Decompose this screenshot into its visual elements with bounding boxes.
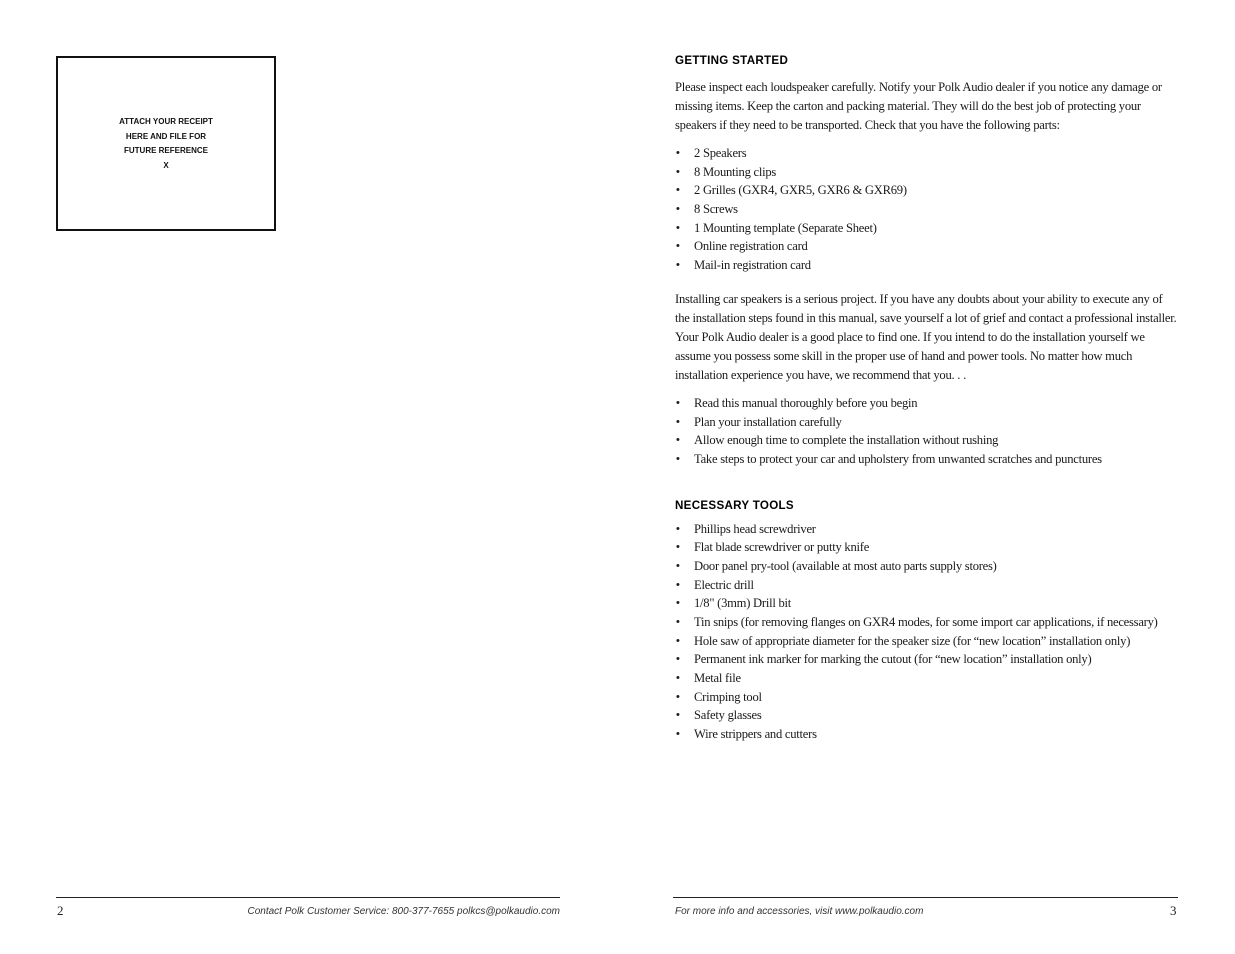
list-item: • Read this manual thoroughly before you begin xyxy=(675,394,1177,413)
necessary-tools-heading: NECESSARY TOOLS xyxy=(675,498,794,512)
receipt-line: ATTACH YOUR RECEIPT xyxy=(119,117,213,126)
list-item: • Door panel pry-tool (available at most auto parts supply stores) xyxy=(675,557,1177,576)
right-footer-divider xyxy=(673,897,1178,898)
installation-note: Installing car speakers is a serious project. If you have any doubts about your ability to execute any of the installation steps found in this manual, save yourself a lot of grief and contact a professional installer. Your Polk Audio dealer is a good place to find one. If you intend to do the installation yourself we assume you possess some skill in the proper use of hand and power tools. No matter how much installation experience you have, we recommend that you. . . xyxy=(675,291,1177,382)
list-item: • Allow enough time to complete the installation without rushing xyxy=(675,431,1177,450)
left-footer-divider xyxy=(56,897,560,898)
list-item: • Hole saw of appropriate diameter for the speaker size (for “new location” installation only) xyxy=(675,632,1177,651)
receipt-line: HERE AND FILE FOR xyxy=(125,131,207,141)
left-page-number: 2 xyxy=(57,903,64,918)
list-item: • Mail-in registration card xyxy=(675,256,1177,275)
list-item: • 8 Screws xyxy=(675,200,1177,219)
list-item: • Online registration card xyxy=(675,237,1177,256)
list-item: • Wire strippers and cutters xyxy=(675,725,1177,744)
receipt-attachment-box xyxy=(56,56,276,231)
accessories-link-text: For more info and accessories, visit www.polkaudio.com xyxy=(675,906,924,917)
list-item: • Crimping tool xyxy=(675,688,1177,707)
list-item: • Plan your installation carefully xyxy=(675,413,1177,432)
list-item: • 1/8" (3mm) Drill bit xyxy=(675,594,1177,613)
right-page-content xyxy=(675,54,1177,744)
parts-list xyxy=(675,144,1177,275)
list-item: • Tin snips (for removing flanges on GXR4 modes, for some import car applications, if necessary) xyxy=(675,613,1177,632)
list-item: • Phillips head screwdriver xyxy=(675,520,1177,539)
list-item: • Electric drill xyxy=(675,576,1177,595)
customer-service-contact: Contact Polk Customer Service: 800-377-7655 polkcs@polkaudio.com xyxy=(247,906,560,917)
list-item: • 8 Mounting clips xyxy=(675,163,1177,182)
list-item: • 2 Speakers xyxy=(675,144,1177,163)
list-item: • 2 Grilles (GXR4, GXR5, GXR6 & GXR69) xyxy=(675,181,1177,200)
list-item: • Safety glasses xyxy=(675,706,1177,725)
list-item: • Metal file xyxy=(675,669,1177,688)
list-item: • Permanent ink marker for marking the cutout (for “new location” installation only) xyxy=(675,650,1177,669)
receipt-instructions xyxy=(58,115,274,173)
list-item: • Take steps to protect your car and upholstery from unwanted scratches and punctures xyxy=(675,450,1177,469)
right-page-number: 3 xyxy=(1170,903,1177,918)
list-item: • 1 Mounting template (Separate Sheet) xyxy=(675,219,1177,238)
receipt-mark: X xyxy=(163,160,169,170)
getting-started-heading: GETTING STARTED xyxy=(675,54,789,67)
list-item: • Flat blade screwdriver or putty knife xyxy=(675,538,1177,557)
recommendations-list xyxy=(675,394,1177,469)
tools-list xyxy=(675,520,1177,744)
receipt-line: FUTURE REFERENCE xyxy=(123,146,208,156)
getting-started-intro: Please inspect each loudspeaker carefully. Notify your Polk Audio dealer if you notice any damage or missing items. Keep the carton and packing material. They will do the best job of protecting your speakers if they need to be transported. Check that you have the following parts: xyxy=(675,80,1162,132)
